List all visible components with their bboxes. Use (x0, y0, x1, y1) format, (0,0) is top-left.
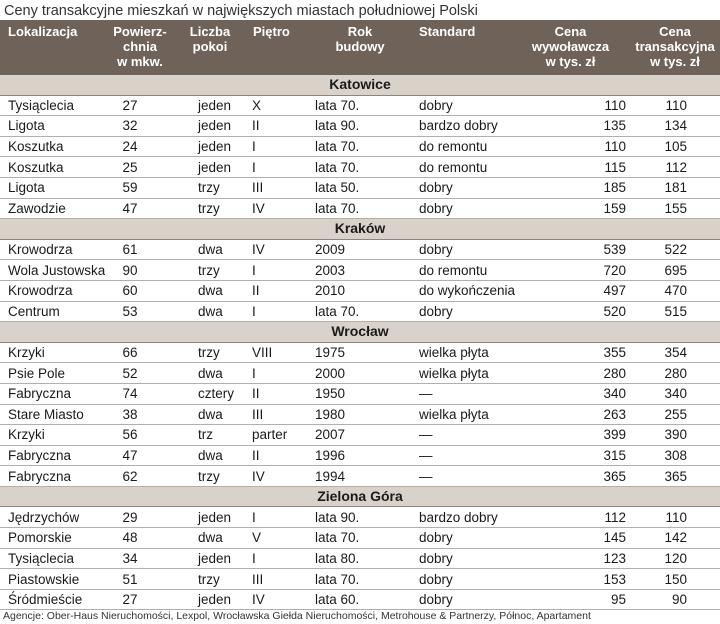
cell-lokalizacja: Zawodzie (0, 198, 105, 219)
cell-pietro: III (245, 177, 309, 198)
header-row (0, 20, 720, 75)
table-row (0, 589, 720, 610)
table-row (0, 363, 720, 384)
cell-liczba-pokoi: trzy (175, 342, 245, 363)
cell-cena-wywolawcza: 399 (521, 425, 630, 446)
cell-cena-transakcyjna: 515 (630, 301, 720, 322)
table-row (0, 466, 720, 487)
cell-liczba-pokoi: trzy (175, 466, 245, 487)
cell-lokalizacja: Krzyki (0, 342, 105, 363)
cell-rok-budowy: 1980 (309, 404, 411, 425)
table-row (0, 342, 720, 363)
cell-cena-transakcyjna: 390 (630, 425, 720, 446)
city-name: Katowice (0, 75, 720, 95)
cell-standard: dobry (411, 177, 521, 198)
cell-powierzchnia: 51 (105, 569, 175, 590)
cell-pietro: I (245, 363, 309, 384)
cell-lokalizacja: Pomorskie (0, 528, 105, 549)
header-pietro: Piętro (245, 20, 309, 75)
cell-liczba-pokoi: dwa (175, 280, 245, 301)
cell-cena-transakcyjna: 120 (630, 548, 720, 569)
cell-liczba-pokoi: jeden (175, 157, 245, 178)
cell-pietro: I (245, 260, 309, 281)
cell-cena-wywolawcza: 135 (521, 116, 630, 137)
cell-standard: bardzo dobry (411, 507, 521, 528)
cell-pietro: VIII (245, 342, 309, 363)
cell-rok-budowy: lata 70. (309, 136, 411, 157)
cell-rok-budowy: lata 70. (309, 569, 411, 590)
cell-lokalizacja: Wola Justowska (0, 260, 105, 281)
table-row (0, 548, 720, 569)
cell-pietro: IV (245, 466, 309, 487)
cell-standard: do remontu (411, 136, 521, 157)
cell-cena-wywolawcza: 153 (521, 569, 630, 590)
cell-pietro: III (245, 404, 309, 425)
cell-liczba-pokoi: jeden (175, 507, 245, 528)
cell-powierzchnia: 74 (105, 383, 175, 404)
source-note: Agencje: Ober-Haus Nieruchomości, Lexpol, Wrocławska Giełda Nieruchomości, Metrohouse & Partnerzy, Północ, Apartament (3, 610, 591, 622)
cell-rok-budowy: lata 70. (309, 528, 411, 549)
cell-cena-transakcyjna: 155 (630, 198, 720, 219)
cell-pietro: X (245, 95, 309, 116)
city-group-row (0, 486, 720, 507)
cell-powierzchnia: 29 (105, 507, 175, 528)
cell-pietro: IV (245, 239, 309, 260)
table-row (0, 157, 720, 178)
cell-pietro: II (245, 445, 309, 466)
cell-liczba-pokoi: jeden (175, 136, 245, 157)
cell-rok-budowy: lata 70. (309, 301, 411, 322)
cell-rok-budowy: 2007 (309, 425, 411, 446)
cell-cena-transakcyjna: 340 (630, 383, 720, 404)
cell-standard: dobry (411, 301, 521, 322)
page-title: Ceny transakcyjne mieszkań w największych miastach południowej Polski (4, 3, 478, 19)
cell-rok-budowy: lata 70. (309, 157, 411, 178)
cell-rok-budowy: lata 50. (309, 177, 411, 198)
cell-standard: dobry (411, 569, 521, 590)
cell-liczba-pokoi: jeden (175, 116, 245, 137)
table-row (0, 95, 720, 116)
cell-cena-wywolawcza: 720 (521, 260, 630, 281)
cell-standard: dobry (411, 198, 521, 219)
cell-liczba-pokoi: jeden (175, 95, 245, 116)
cell-powierzchnia: 48 (105, 528, 175, 549)
cell-powierzchnia: 61 (105, 239, 175, 260)
cell-pietro: I (245, 301, 309, 322)
cell-pietro: V (245, 528, 309, 549)
cell-cena-wywolawcza: 263 (521, 404, 630, 425)
cell-powierzchnia: 90 (105, 260, 175, 281)
cell-standard: bardzo dobry (411, 116, 521, 137)
cell-liczba-pokoi: dwa (175, 301, 245, 322)
table-row (0, 445, 720, 466)
cell-lokalizacja: Psie Pole (0, 363, 105, 384)
cell-standard: dobry (411, 589, 521, 610)
cell-rok-budowy: lata 80. (309, 548, 411, 569)
cell-liczba-pokoi: trzy (175, 260, 245, 281)
price-table (0, 20, 720, 610)
cell-lokalizacja: Śródmieście (0, 589, 105, 610)
cell-standard: dobry (411, 548, 521, 569)
cell-standard: dobry (411, 239, 521, 260)
cell-cena-transakcyjna: 354 (630, 342, 720, 363)
cell-liczba-pokoi: dwa (175, 404, 245, 425)
cell-cena-transakcyjna: 142 (630, 528, 720, 549)
cell-standard: do remontu (411, 260, 521, 281)
cell-cena-wywolawcza: 185 (521, 177, 630, 198)
cell-standard: dobry (411, 95, 521, 116)
table-row (0, 136, 720, 157)
table-row (0, 260, 720, 281)
cell-powierzchnia: 62 (105, 466, 175, 487)
cell-standard: wielka płyta (411, 342, 521, 363)
cell-pietro: parter (245, 425, 309, 446)
cell-lokalizacja: Fabryczna (0, 466, 105, 487)
cell-powierzchnia: 52 (105, 363, 175, 384)
cell-standard: wielka płyta (411, 404, 521, 425)
cell-pietro: IV (245, 198, 309, 219)
cell-cena-wywolawcza: 112 (521, 507, 630, 528)
cell-powierzchnia: 24 (105, 136, 175, 157)
table-row (0, 301, 720, 322)
header-rok-budowy: Rok budowy (309, 20, 411, 75)
cell-liczba-pokoi: trzy (175, 177, 245, 198)
cell-cena-transakcyjna: 110 (630, 95, 720, 116)
cell-cena-transakcyjna: 365 (630, 466, 720, 487)
cell-rok-budowy: 2000 (309, 363, 411, 384)
cell-powierzchnia: 53 (105, 301, 175, 322)
cell-cena-transakcyjna: 134 (630, 116, 720, 137)
cell-rok-budowy: 1996 (309, 445, 411, 466)
cell-lokalizacja: Tysiąclecia (0, 548, 105, 569)
cell-rok-budowy: lata 90. (309, 507, 411, 528)
table-row (0, 280, 720, 301)
cell-pietro: II (245, 116, 309, 137)
cell-rok-budowy: 1975 (309, 342, 411, 363)
cell-rok-budowy: lata 90. (309, 116, 411, 137)
cell-powierzchnia: 25 (105, 157, 175, 178)
table-row (0, 507, 720, 528)
cell-liczba-pokoi: trzy (175, 569, 245, 590)
cell-pietro: II (245, 383, 309, 404)
cell-cena-wywolawcza: 159 (521, 198, 630, 219)
cell-cena-transakcyjna: 181 (630, 177, 720, 198)
cell-pietro: IV (245, 589, 309, 610)
cell-cena-transakcyjna: 695 (630, 260, 720, 281)
table-row (0, 198, 720, 219)
city-group-row (0, 322, 720, 343)
cell-pietro: I (245, 507, 309, 528)
cell-rok-budowy: lata 60. (309, 589, 411, 610)
cell-liczba-pokoi: dwa (175, 363, 245, 384)
cell-liczba-pokoi: trz (175, 425, 245, 446)
cell-cena-wywolawcza: 497 (521, 280, 630, 301)
table-row (0, 404, 720, 425)
cell-liczba-pokoi: dwa (175, 528, 245, 549)
cell-standard: wielka płyta (411, 363, 521, 384)
cell-powierzchnia: 56 (105, 425, 175, 446)
cell-powierzchnia: 27 (105, 95, 175, 116)
cell-cena-transakcyjna: 105 (630, 136, 720, 157)
cell-cena-transakcyjna: 90 (630, 589, 720, 610)
cell-pietro: I (245, 548, 309, 569)
header-standard: Standard (411, 20, 521, 75)
cell-rok-budowy: 1994 (309, 466, 411, 487)
cell-powierzchnia: 66 (105, 342, 175, 363)
cell-pietro: I (245, 136, 309, 157)
header-powierzchnia: Powierz- chnia w mkw. (105, 20, 175, 75)
table-row (0, 116, 720, 137)
cell-lokalizacja: Centrum (0, 301, 105, 322)
cell-lokalizacja: Krowodrza (0, 239, 105, 260)
cell-cena-wywolawcza: 539 (521, 239, 630, 260)
cell-rok-budowy: 2010 (309, 280, 411, 301)
cell-lokalizacja: Ligota (0, 177, 105, 198)
cell-powierzchnia: 59 (105, 177, 175, 198)
cell-rok-budowy: 1950 (309, 383, 411, 404)
cell-cena-wywolawcza: 280 (521, 363, 630, 384)
cell-powierzchnia: 60 (105, 280, 175, 301)
cell-powierzchnia: 27 (105, 589, 175, 610)
table-row (0, 425, 720, 446)
cell-cena-wywolawcza: 123 (521, 548, 630, 569)
cell-cena-wywolawcza: 145 (521, 528, 630, 549)
cell-cena-transakcyjna: 522 (630, 239, 720, 260)
cell-liczba-pokoi: dwa (175, 239, 245, 260)
cell-powierzchnia: 47 (105, 445, 175, 466)
cell-lokalizacja: Fabryczna (0, 383, 105, 404)
header-cena-wywolawcza: Cena wywoławcza w tys. zł (521, 20, 630, 75)
cell-pietro: II (245, 280, 309, 301)
header-lokalizacja: Lokalizacja (0, 20, 105, 75)
table-row (0, 177, 720, 198)
cell-standard: do remontu (411, 157, 521, 178)
cell-powierzchnia: 34 (105, 548, 175, 569)
table-row (0, 569, 720, 590)
city-name: Zielona Góra (0, 486, 720, 507)
city-group-row (0, 75, 720, 95)
cell-powierzchnia: 47 (105, 198, 175, 219)
cell-cena-transakcyjna: 112 (630, 157, 720, 178)
cell-standard: dobry (411, 528, 521, 549)
cell-lokalizacja: Krzyki (0, 425, 105, 446)
city-name: Kraków (0, 219, 720, 240)
cell-cena-transakcyjna: 280 (630, 363, 720, 384)
cell-liczba-pokoi: cztery (175, 383, 245, 404)
cell-cena-wywolawcza: 110 (521, 136, 630, 157)
cell-standard: — (411, 383, 521, 404)
header-cena-transakcyjna: Cena transakcyjna w tys. zł (630, 20, 720, 75)
cell-cena-transakcyjna: 308 (630, 445, 720, 466)
cell-cena-wywolawcza: 110 (521, 95, 630, 116)
cell-lokalizacja: Fabryczna (0, 445, 105, 466)
cell-cena-wywolawcza: 340 (521, 383, 630, 404)
cell-rok-budowy: 2009 (309, 239, 411, 260)
cell-cena-wywolawcza: 315 (521, 445, 630, 466)
cell-lokalizacja: Ligota (0, 116, 105, 137)
cell-rok-budowy: lata 70. (309, 198, 411, 219)
cell-cena-wywolawcza: 95 (521, 589, 630, 610)
cell-lokalizacja: Krowodrza (0, 280, 105, 301)
cell-lokalizacja: Stare Miasto (0, 404, 105, 425)
cell-lokalizacja: Koszutka (0, 136, 105, 157)
cell-liczba-pokoi: jeden (175, 589, 245, 610)
cell-lokalizacja: Jędrzychów (0, 507, 105, 528)
cell-cena-transakcyjna: 470 (630, 280, 720, 301)
cell-pietro: I (245, 157, 309, 178)
cell-cena-wywolawcza: 355 (521, 342, 630, 363)
cell-standard: — (411, 466, 521, 487)
table-row (0, 528, 720, 549)
cell-standard: — (411, 445, 521, 466)
cell-rok-budowy: lata 70. (309, 95, 411, 116)
cell-standard: — (411, 425, 521, 446)
city-name: Wrocław (0, 322, 720, 343)
table-row (0, 383, 720, 404)
cell-liczba-pokoi: trzy (175, 198, 245, 219)
cell-cena-wywolawcza: 365 (521, 466, 630, 487)
cell-cena-transakcyjna: 150 (630, 569, 720, 590)
cell-cena-wywolawcza: 115 (521, 157, 630, 178)
city-group-row (0, 219, 720, 240)
cell-liczba-pokoi: dwa (175, 445, 245, 466)
cell-powierzchnia: 38 (105, 404, 175, 425)
cell-cena-transakcyjna: 255 (630, 404, 720, 425)
table-row (0, 239, 720, 260)
table-body (0, 75, 720, 610)
cell-rok-budowy: 2003 (309, 260, 411, 281)
cell-pietro: III (245, 569, 309, 590)
header-liczba-pokoi: Liczba pokoi (175, 20, 245, 75)
cell-lokalizacja: Piastowskie (0, 569, 105, 590)
cell-cena-transakcyjna: 110 (630, 507, 720, 528)
cell-standard: do wykończenia (411, 280, 521, 301)
cell-liczba-pokoi: jeden (175, 548, 245, 569)
cell-cena-wywolawcza: 520 (521, 301, 630, 322)
cell-powierzchnia: 32 (105, 116, 175, 137)
cell-lokalizacja: Koszutka (0, 157, 105, 178)
cell-lokalizacja: Tysiąclecia (0, 95, 105, 116)
